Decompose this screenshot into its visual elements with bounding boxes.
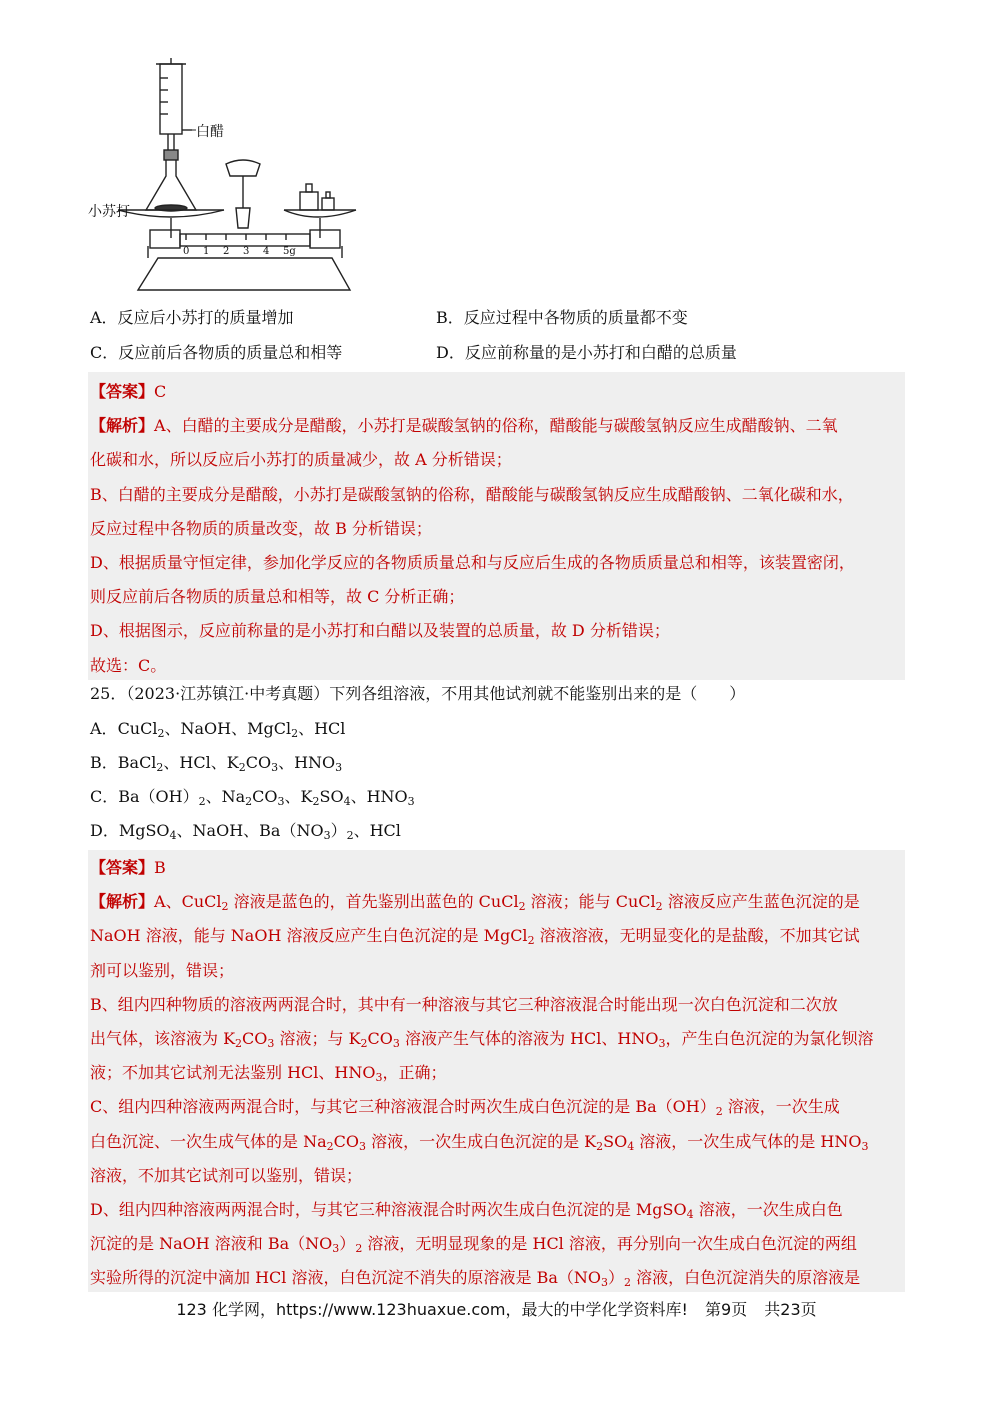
subscript: 3 <box>392 1037 400 1051</box>
subscript: 3 <box>658 1037 666 1051</box>
q25-analysis-line <box>90 919 903 953</box>
q24-analysis-tag: 【解析】 <box>90 416 155 436</box>
subscript: 2 <box>596 1139 604 1153</box>
text-run: 液；不加其它试剂无法鉴别 HCl、HNO <box>90 1063 376 1083</box>
q24-analysis-line: 化碳和水，所以反应后小苏打的质量减少，故 A 分析错误； <box>90 450 512 470</box>
text-run: ） <box>330 821 347 840</box>
text-run: 实验所得的沉淀中滴加 HCl 溶液，白色沉淀不消失的原溶液是 Ba（NO <box>90 1268 601 1288</box>
text-run: 溶液溶液，无明显变化的是盐酸，不加其它试 <box>534 926 860 946</box>
footer-page: 第9页 <box>705 1300 748 1319</box>
subscript: 4 <box>169 829 177 842</box>
text-run: CO <box>252 787 278 806</box>
subscript: 3 <box>332 1242 340 1256</box>
q25-analysis-line <box>90 1193 903 1227</box>
q24-analysis-line: 反应过程中各物质的质量改变，故 B 分析错误； <box>90 518 432 538</box>
subscript: 2 <box>157 727 165 740</box>
q25-answer-value: B <box>154 858 166 877</box>
text-run: 溶液，一次生成白色 <box>693 1200 843 1220</box>
q25-analysis-line <box>90 1159 903 1193</box>
subscript: 4 <box>686 1208 694 1222</box>
text-run: 、HNO <box>350 787 408 806</box>
subscript: 2 <box>326 1139 334 1153</box>
q24-analysis-line: D、根据图示，反应前称量的是小苏打和白醋以及装置的总质量，故 D 分析错误； <box>90 621 670 641</box>
text-run: BaCl <box>117 753 157 772</box>
text-run: ） <box>608 1268 625 1288</box>
q25-analysis-line <box>90 1125 903 1159</box>
q25-answer <box>90 851 903 1296</box>
balance-figure <box>88 58 368 298</box>
text-run: 、NaOH、MgCl <box>164 719 292 738</box>
subscript: 2 <box>312 795 320 808</box>
q25-analysis-line <box>90 1090 903 1124</box>
text-run: 溶液，一次生成白色沉淀的是 K <box>366 1131 597 1151</box>
subscript: 2 <box>655 900 663 914</box>
text-run: 溶液；与 K <box>274 1029 361 1049</box>
q24-analysis-line: 故选：C。 <box>90 655 167 675</box>
subscript: 2 <box>624 1276 632 1290</box>
q25-answer-tag: 【答案】 <box>90 858 155 877</box>
text-run: 溶液，无明显现象的是 HCl 溶液，再分别向一次生成白色沉淀的两组 <box>362 1234 857 1254</box>
text-run: 溶液，一次生成 <box>722 1097 840 1117</box>
footer-total: 共23页 <box>764 1300 817 1319</box>
tick-1: 1 <box>203 246 210 257</box>
q25-option-d <box>90 818 401 841</box>
subscript: 2 <box>235 1037 243 1051</box>
subscript: 2 <box>715 1105 723 1119</box>
text-run: 、HNO <box>278 753 336 772</box>
text-run: 溶液，不加其它试剂可以鉴别，错误； <box>90 1165 363 1185</box>
q25-option-a <box>90 716 345 739</box>
subscript: 3 <box>323 829 331 842</box>
subscript: 3 <box>861 1139 869 1153</box>
text-run: 、K <box>284 787 313 806</box>
subscript: 2 <box>355 1242 363 1256</box>
text-run: 沉淀的是 NaOH 溶液和 Ba（NO <box>90 1234 333 1254</box>
text-run: 白色沉淀、一次生成气体的是 Na <box>90 1131 327 1151</box>
text-run: 、HCl <box>353 821 401 840</box>
q25-analysis-tag: 【解析】 <box>90 892 155 912</box>
label-soda: 小苏打 <box>88 204 130 220</box>
text-run: B、组内四种物质的溶液两两混合时，其中有一种溶液与其它三种溶液混合时能出现一次白色沉淀和二次放 <box>90 994 838 1014</box>
text-run: 溶液是蓝色的，首先鉴别出蓝色的 CuCl <box>228 892 519 912</box>
q25-analysis-line <box>90 988 903 1022</box>
q25-analysis-line <box>90 954 903 988</box>
q25-option-b <box>90 750 342 773</box>
text-run: 溶液；能与 CuCl <box>525 892 656 912</box>
tick-4: 4 <box>263 246 270 257</box>
subscript: 2 <box>518 900 526 914</box>
q24-analysis-line: B、白醋的主要成分是醋酸，小苏打是碳酸氢钠的俗称，醋酸能与碳酸氢钠反应生成醋酸钠、二氧化碳和水， <box>90 484 854 504</box>
q25-analysis-line <box>90 885 903 919</box>
subscript: 2 <box>360 1037 368 1051</box>
text-run: 出气体，该溶液为 K <box>90 1029 236 1049</box>
subscript: 4 <box>627 1139 635 1153</box>
subscript: 2 <box>238 761 246 774</box>
subscript: 2 <box>221 900 229 914</box>
subscript: 3 <box>277 795 285 808</box>
text-run: ） <box>339 1234 356 1254</box>
option-letter: D． <box>90 821 119 840</box>
text-run: A、CuCl <box>154 892 222 912</box>
q24-analysis-line: A、白醋的主要成分是醋酸，小苏打是碳酸氢钠的俗称，醋酸能与碳酸氢钠反应生成醋酸钠、二氧 <box>154 416 838 436</box>
text-run: SO <box>319 787 344 806</box>
text-run: MgSO <box>118 821 170 840</box>
subscript: 3 <box>271 761 279 774</box>
subscript: 3 <box>601 1276 608 1290</box>
text-run: 溶液反应产生蓝色沉淀的是 <box>662 892 860 912</box>
text-run: 溶液产生气体的溶液为 HCl、HNO <box>399 1029 659 1049</box>
subscript: 3 <box>407 795 415 808</box>
q24-answer-tag: 【答案】 <box>90 382 155 401</box>
q24-answer-value: C <box>154 382 167 401</box>
text-run: 溶液，一次生成气体的是 HNO <box>634 1131 862 1151</box>
footer-site: 123 化学网，https://www.123huaxue.com，最大的中学化学资料库! <box>176 1300 688 1319</box>
text-run: CuCl <box>117 719 158 738</box>
subscript: 3 <box>375 1071 383 1085</box>
subscript: 3 <box>359 1139 366 1153</box>
tick-3: 3 <box>243 246 250 257</box>
text-run: 、HCl <box>298 719 346 738</box>
q24-option-a: A．反应后小苏打的质量增加 <box>90 308 294 327</box>
balance-illustration <box>88 58 368 298</box>
subscript: 2 <box>346 829 354 842</box>
option-letter: A． <box>90 719 118 738</box>
text-run: CO <box>367 1029 393 1049</box>
q24-option-c: C．反应前后各物质的质量总和相等 <box>90 343 343 362</box>
text-run: NaOH 溶液，能与 NaOH 溶液反应产生白色沉淀的是 MgCl <box>90 926 528 946</box>
subscript: 2 <box>291 727 299 740</box>
subscript: 3 <box>335 761 343 774</box>
subscript: 3 <box>267 1037 275 1051</box>
label-vinegar: 白醋 <box>196 124 224 140</box>
text-run: D、组内四种溶液两两混合时，与其它三种溶液混合时两次生成白色沉淀的是 MgSO <box>90 1200 687 1220</box>
subscript: 2 <box>198 795 206 808</box>
subscript: 2 <box>527 934 535 948</box>
q24-analysis-line: 则反应前后各物质的质量总和相等，故 C 分析正确； <box>90 587 465 607</box>
subscript: 2 <box>156 761 164 774</box>
text-run: CO <box>333 1131 359 1151</box>
text-run: 、HCl、K <box>163 753 239 772</box>
q24-option-b: B．反应过程中各物质的质量都不变 <box>436 308 688 327</box>
text-run: C、组内四种溶液两两混合时，与其它三种溶液混合时两次生成白色沉淀的是 Ba（OH） <box>90 1097 716 1117</box>
q25-analysis-line <box>90 1261 903 1295</box>
q25-analysis-line <box>90 1227 903 1261</box>
page-footer <box>0 1297 993 1320</box>
text-run: Ba（OH） <box>118 787 199 806</box>
text-run: 、Na <box>205 787 246 806</box>
q25-stem: 25．（2023·江苏镇江·中考真题）下列各组溶液，不用其他试剂就不能鉴别出来的是（ ） <box>90 684 746 703</box>
text-run: 剂可以鉴别，错误； <box>90 960 235 980</box>
q25-option-c <box>90 784 415 807</box>
text-run: CO <box>245 753 272 772</box>
text-run: 、NaOH、Ba（NO <box>176 821 324 840</box>
q24-answer <box>90 375 903 683</box>
option-letter: C． <box>90 787 119 806</box>
text-run: 溶液，白色沉淀消失的原溶液是 <box>631 1268 861 1288</box>
q25-analysis-line <box>90 1022 903 1056</box>
text-run: ，产生白色沉淀的为氯化钡溶 <box>665 1029 874 1049</box>
tick-5g: 5g <box>283 246 296 257</box>
q25-analysis <box>90 885 903 1295</box>
subscript: 2 <box>245 795 253 808</box>
text-run: CO <box>242 1029 268 1049</box>
option-letter: B． <box>90 753 118 772</box>
q24-option-d: D．反应前称量的是小苏打和白醋的总质量 <box>436 343 737 362</box>
text-run: SO <box>603 1131 628 1151</box>
tick-0: 0 <box>183 246 190 257</box>
q24-analysis-line: D、根据质量守恒定律，参加化学反应的各物质质量总和与反应后生成的各物质质量总和相等，该装置密闭， <box>90 553 855 573</box>
text-run: ，正确； <box>382 1063 447 1083</box>
tick-2: 2 <box>223 246 230 257</box>
q25-analysis-line <box>90 1056 903 1090</box>
subscript: 4 <box>343 795 351 808</box>
